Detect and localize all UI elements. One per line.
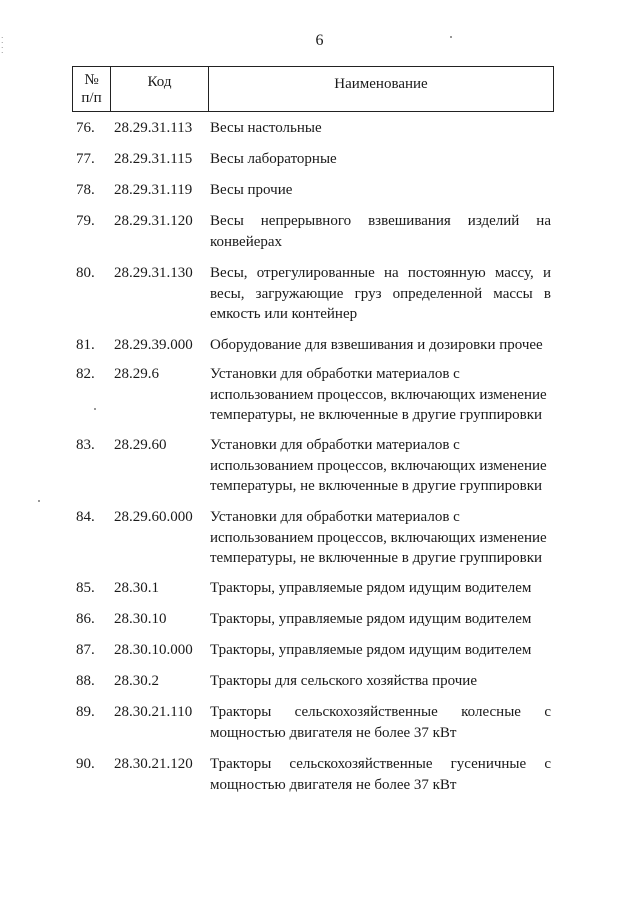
row-number: 84. bbox=[76, 509, 95, 525]
row-code: 28.29.31.130 bbox=[114, 265, 193, 281]
row-name: Установки для обработки материалов с использованием процессов, включающих изменение температуры, не включенные в другие группировки bbox=[210, 366, 547, 423]
header-name: Наименование bbox=[334, 76, 428, 92]
row-code: 28.29.31.119 bbox=[114, 182, 193, 198]
row-code: 28.29.39.000 bbox=[114, 337, 193, 353]
row-name: Тракторы сельскохозяйственные гусеничные с мощностью двигателя не более 37 кВт bbox=[210, 756, 551, 793]
row-name: Оборудование для взвешивания и дозировки прочее bbox=[210, 337, 543, 353]
row-number: 78. bbox=[76, 182, 95, 198]
header-code: Код bbox=[111, 67, 209, 111]
row-number: 85. bbox=[76, 580, 95, 596]
page-number: 6 bbox=[315, 32, 324, 49]
row-number: 77. bbox=[76, 151, 95, 167]
row-name: Весы настольные bbox=[210, 120, 322, 136]
row-number: 86. bbox=[76, 611, 95, 627]
row-code: 28.30.21.120 bbox=[114, 756, 193, 772]
row-number: 88. bbox=[76, 673, 95, 689]
row-number: 83. bbox=[76, 437, 95, 453]
row-name: Установки для обработки материалов с использованием процессов, включающих изменение температуры, не включенные в другие группировки bbox=[210, 437, 547, 494]
row-number: 79. bbox=[76, 213, 95, 229]
row-name: Весы, отрегулированные на постоянную массу, и весы, загружающие груз определенной массы в емкость или контейнер bbox=[210, 265, 551, 322]
left-edge-scan-marks: · · · · bbox=[1, 34, 4, 57]
header-row-number-line: № bbox=[84, 72, 99, 88]
row-number: 90. bbox=[76, 756, 95, 772]
row-name: Установки для обработки материалов с использованием процессов, включающих изменение температуры, не включенные в другие группировки bbox=[210, 509, 547, 566]
row-name: Весы лабораторные bbox=[210, 151, 337, 167]
row-name: Тракторы сельскохозяйственные колесные с мощностью двигателя не более 37 кВт bbox=[210, 704, 551, 741]
row-name: Весы прочие bbox=[210, 182, 293, 198]
row-name: Тракторы, управляемые рядом идущим водителем bbox=[210, 580, 532, 596]
row-code: 28.29.60.000 bbox=[114, 509, 193, 525]
row-code: 28.29.31.113 bbox=[114, 120, 193, 136]
row-code: 28.30.2 bbox=[114, 673, 159, 689]
row-number: 82. bbox=[76, 366, 95, 382]
row-code: 28.30.21.110 bbox=[114, 704, 193, 720]
row-code: 28.30.10.000 bbox=[114, 642, 193, 658]
row-number: 81. bbox=[76, 337, 95, 353]
row-name: Тракторы, управляемые рядом идущим водителем bbox=[210, 642, 532, 658]
row-number: 76. bbox=[76, 120, 95, 136]
header-row-number-line: п/п bbox=[81, 90, 102, 106]
row-number: 87. bbox=[76, 642, 95, 658]
row-code: 28.30.10 bbox=[114, 611, 167, 627]
row-name: Весы непрерывного взвешивания изделий на конвейерах bbox=[210, 213, 551, 250]
row-name: Тракторы, управляемые рядом идущим водителем bbox=[210, 611, 532, 627]
row-code: 28.29.60 bbox=[114, 437, 167, 453]
row-number: 80. bbox=[76, 265, 95, 281]
row-code: 28.29.31.115 bbox=[114, 151, 193, 167]
row-name: Тракторы для сельского хозяйства прочие bbox=[210, 673, 477, 689]
row-code: 28.29.31.120 bbox=[114, 213, 193, 229]
row-code: 28.29.6 bbox=[114, 366, 159, 382]
row-number: 89. bbox=[76, 704, 95, 720]
row-code: 28.30.1 bbox=[114, 580, 159, 596]
